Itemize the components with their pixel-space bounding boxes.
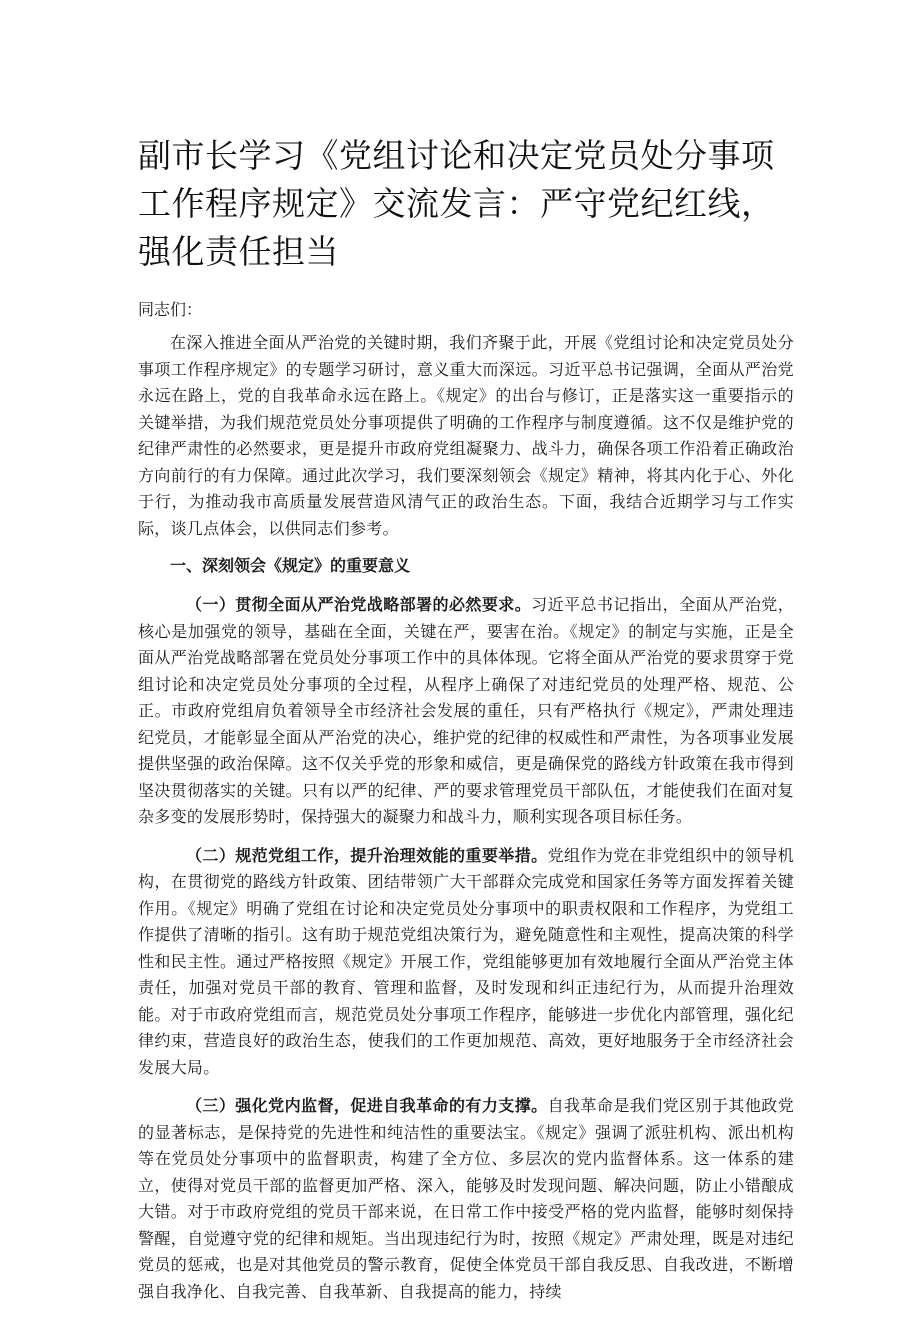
document-title: 副市长学习《党组讨论和决定党员处分事项工作程序规定》交流发言：严守党纪红线，强化责任担当 [138, 136, 775, 271]
subsection-2-body: 党组作为党在非党组织中的领导机构，在贯彻党的路线方针政策、团结带领广大干部群众完成党和国家任务等方面发挥着关键作用。《规定》明确了党组在讨论和决定党员处分事项中的职责权限和工作程序，为党组工作提供了清晰的指引。这有助于规范党组决策行为，避免随意性和主观性，提高决策的科学性和民主性。通过严格按照《规定》开展工作，党组能够更加有效地履行全面从严治党主体责任，加强对党员干部的教育、管理和监督，及时发现和纠正违纪行为，从而提升治理效能。对于市政府党组而言，规范党员处分事项工作程序，能够进一步优化内部管理，强化纪律约束，营造良好的政治生态，使我们的工作更加规范、高效，更好地服务于全市经济社会发展大局。 [138, 845, 794, 1077]
section-heading-1: 一、深刻领会《规定》的重要意义 [170, 556, 411, 575]
document-page [138, 132, 794, 1317]
intro-paragraph: 在深入推进全面从严治党的关键时期，我们齐聚于此，开展《党组讨论和决定党员处分事项工作程序规定》的专题学习研讨，意义重大而深远。习近平总书记强调，全面从严治党永远在路上，党的自我革命永远在路上。《规定》的出台与修订，正是落实这一重要指示的关键举措，为我们规范党员处分事项提供了明确的工作程序与制度遵循。这不仅是维护党的纪律严肃性的必然要求，更是提升市政府党组凝聚力、战斗力，确保各项工作沿着正确政治方向前行的有力保障。通过此次学习，我们要深刻领会《规定》精神，将其内化于心、外化于行，为推动我市高质量发展营造风清气正的政治生态。下面，我结合近期学习与工作实际，谈几点体会，以供同志们参考。 [138, 333, 794, 538]
subsection-1-paragraph [138, 592, 794, 831]
subsection-1-heading: （一）贯彻全面从严治党战略部署的必然要求。 [186, 595, 532, 614]
subsection-3-heading: （三）强化党内监督，促进自我革命的有力支撑。 [186, 1096, 548, 1115]
subsection-2-paragraph [138, 843, 794, 1082]
subsection-1-body: 习近平总书记指出，全面从严治党，核心是加强党的领导，基础在全面，关键在严，要害在治。《规定》的制定与实施，正是全面从严治党战略部署在党员处分事项工作中的具体体现。它将全面从严治党的要求贯穿于党组讨论和决定党员处分事项的全过程，从程序上确保了对违纪党员的处理严格、规范、公正。市政府党组肩负着领导全市经济社会发展的重任，只有严格执行《规定》，严肃处理违纪党员，才能彰显全面从严治党的决心，维护党的纪律的权威性和严肃性，为各项事业发展提供坚强的政治保障。这不仅关乎党的形象和威信，更是确保党的路线方针政策在我市得到坚决贯彻落实的关键。只有以严的纪律、严的要求管理党员干部队伍，才能使我们在面对复杂多变的发展形势时，保持强大的凝聚力和战斗力，顺利实现各项目标任务。 [138, 595, 794, 826]
salutation: 同志们： [138, 300, 203, 319]
subsection-2-heading: （二）规范党组工作，提升治理效能的重要举措。 [186, 845, 548, 865]
subsection-3-paragraph [138, 1093, 794, 1305]
subsection-3-body: 自我革命是我们党区别于其他政党的显著标志，是保持党的先进性和纯洁性的重要法宝。《规定》强调了派驻机构、派出机构等在党员处分事项中的监督职责，构建了全方位、多层次的党内监督体系。这一体系的建立，使得对党员干部的监督更加严格、深入，能够及时发现问题、解决问题，防止小错酿成大错。对于市政府党组的党员干部来说，在日常工作中接受严格的党内监督，能够时刻保持警醒，自觉遵守党的纪律和规矩。当出现违纪行为时，按照《规定》严肃处理，既是对违纪党员的惩戒，也是对其他党员的警示教育，促使全体党员干部自我反思、自我改进，不断增强自我净化、自我完善、自我革新、自我提高的能力，持续 [138, 1096, 794, 1301]
